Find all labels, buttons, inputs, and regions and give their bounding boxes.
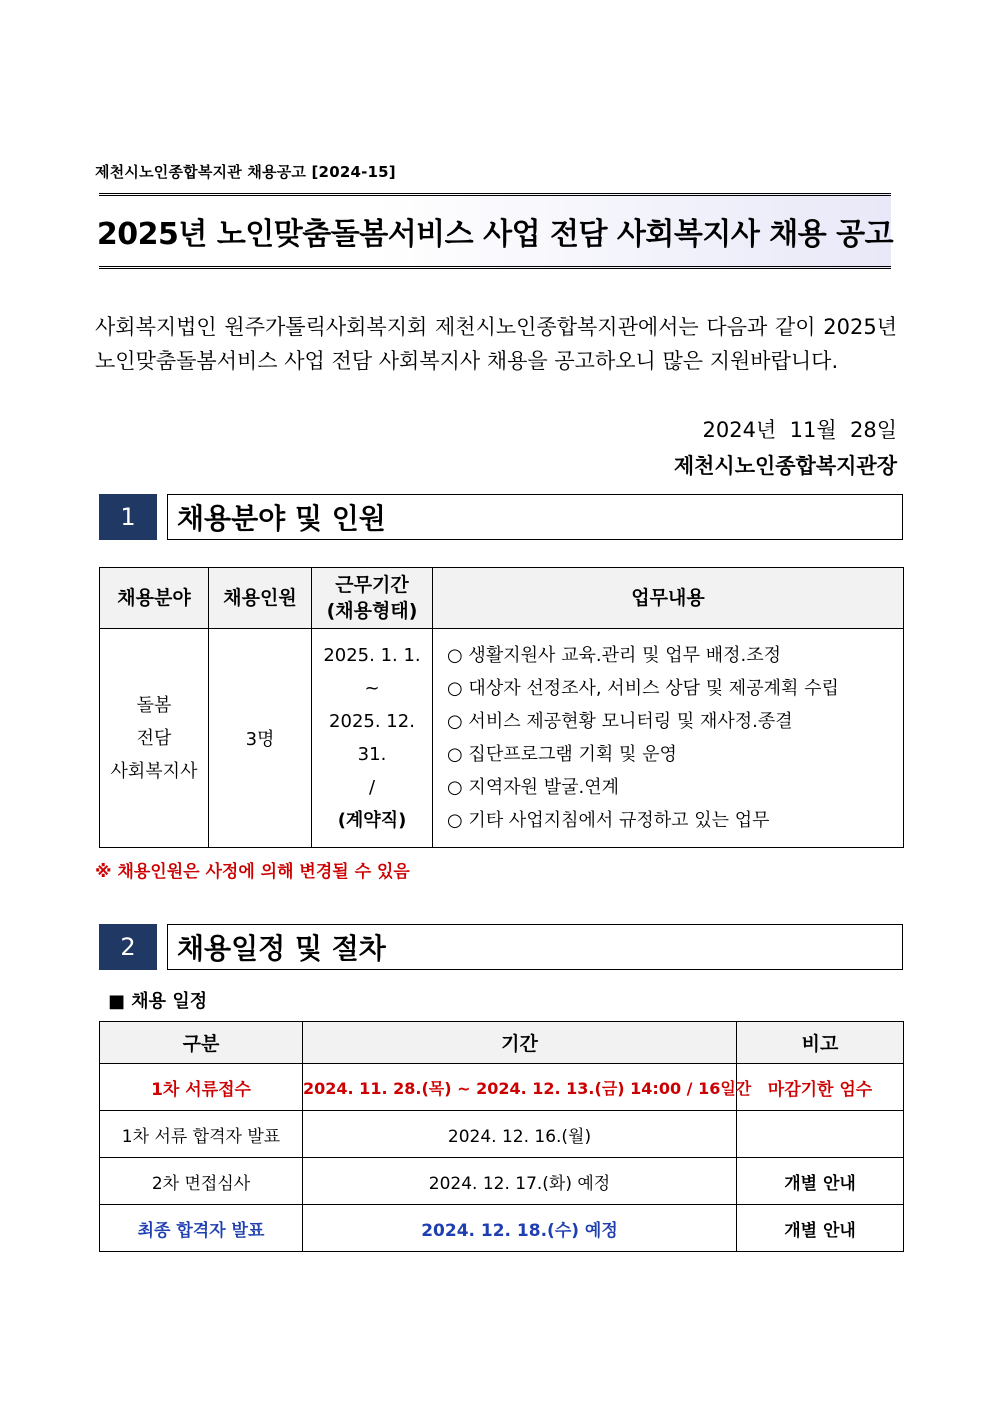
period-cell: 2024. 12. 16.(월) [303, 1111, 737, 1158]
announcement-date: 2024년 11월 28일 [702, 418, 897, 442]
employment-type: (계약직) [337, 810, 407, 831]
table-row [100, 1158, 904, 1205]
stage-cell: 1차 서류 합격자 발표 [100, 1111, 303, 1158]
remark-cell [737, 1111, 904, 1158]
field-line: 돌봄 [136, 694, 172, 716]
period-slash: / [368, 777, 376, 798]
header-period-line2: (채용형태) [326, 600, 418, 622]
header-duties: 업무내용 [433, 568, 904, 629]
schedule-table [99, 1021, 904, 1252]
duty-item: ○ 서비스 제공현황 모니터링 및 재사정.종결 [447, 711, 793, 732]
section-number: 1 [99, 494, 157, 540]
schedule-subheading: ■ 채용 일정 [108, 991, 208, 1012]
header-count: 채용인원 [209, 568, 312, 629]
period-end: 2025. 12. 31. [329, 711, 415, 765]
table-row [100, 1205, 904, 1252]
stage-cell: 2차 면접심사 [100, 1158, 303, 1205]
stage-cell: 최종 합격자 발표 [100, 1205, 303, 1252]
page-title: 2025년 노인맞춤돌봄서비스 사업 전담 사회복지사 채용 공고 [96, 217, 894, 252]
signer: 제천시노인종합복지관장 [673, 454, 897, 478]
table-row [100, 1111, 904, 1158]
duty-item: ○ 기타 사업지침에서 규정하고 있는 업무 [447, 810, 770, 831]
cell-field [100, 629, 209, 848]
header-remark: 비고 [737, 1022, 904, 1064]
recruitment-table [99, 567, 904, 848]
section-label: 채용일정 및 절차 [167, 924, 903, 970]
section-label: 채용분야 및 인원 [167, 494, 903, 540]
section-2-header [99, 924, 903, 970]
period-cell: 2024. 12. 18.(수) 예정 [303, 1205, 737, 1252]
section-number: 2 [99, 924, 157, 970]
field-line: 사회복지사 [110, 760, 198, 782]
period-cell: 2024. 12. 17.(화) 예정 [303, 1158, 737, 1205]
stage-cell: 1차 서류접수 [100, 1064, 303, 1111]
table-row [100, 1064, 904, 1111]
period-tilde: ~ [364, 678, 380, 699]
remark-cell: 마감기한 엄수 [737, 1064, 904, 1111]
cell-period [312, 629, 433, 848]
duty-item: ○ 지역자원 발굴.연계 [447, 777, 619, 798]
cell-count: 3명 [209, 629, 312, 848]
period-start: 2025. 1. 1. [323, 645, 421, 666]
title-banner [96, 193, 894, 269]
intro-paragraph: 사회복지법인 원주가톨릭사회복지회 제천시노인종합복지관에서는 다음과 같이 2025년 노인맞춤돌봄서비스 사업 전담 사회복지사 채용을 공고하오니 많은 지원바랍니다. [95, 315, 897, 373]
duty-item: ○ 집단프로그램 기획 및 운영 [447, 744, 677, 765]
header-period [312, 568, 433, 629]
cell-duties [433, 629, 904, 848]
document-code: 제천시노인종합복지관 채용공고 [2024-15] [95, 163, 396, 181]
field-line: 전담 [136, 727, 172, 749]
period-cell: 2024. 11. 28.(목) ~ 2024. 12. 13.(금) 14:00 / 16일간 [303, 1064, 737, 1111]
section-1-header [99, 494, 903, 540]
remark-cell: 개별 안내 [737, 1158, 904, 1205]
duty-item: ○ 생활지원사 교육.관리 및 업무 배정.조정 [447, 645, 781, 666]
header-field: 채용분야 [100, 568, 209, 629]
duty-item: ○ 대상자 선정조사, 서비스 상담 및 제공계획 수립 [447, 678, 839, 699]
header-schedule-period: 기간 [303, 1022, 737, 1064]
remark-cell: 개별 안내 [737, 1205, 904, 1252]
header-stage: 구분 [100, 1022, 303, 1064]
staffing-note: ※ 채용인원은 사정에 의해 변경될 수 있음 [95, 862, 410, 882]
header-period-line1: 근무기간 [335, 574, 409, 596]
